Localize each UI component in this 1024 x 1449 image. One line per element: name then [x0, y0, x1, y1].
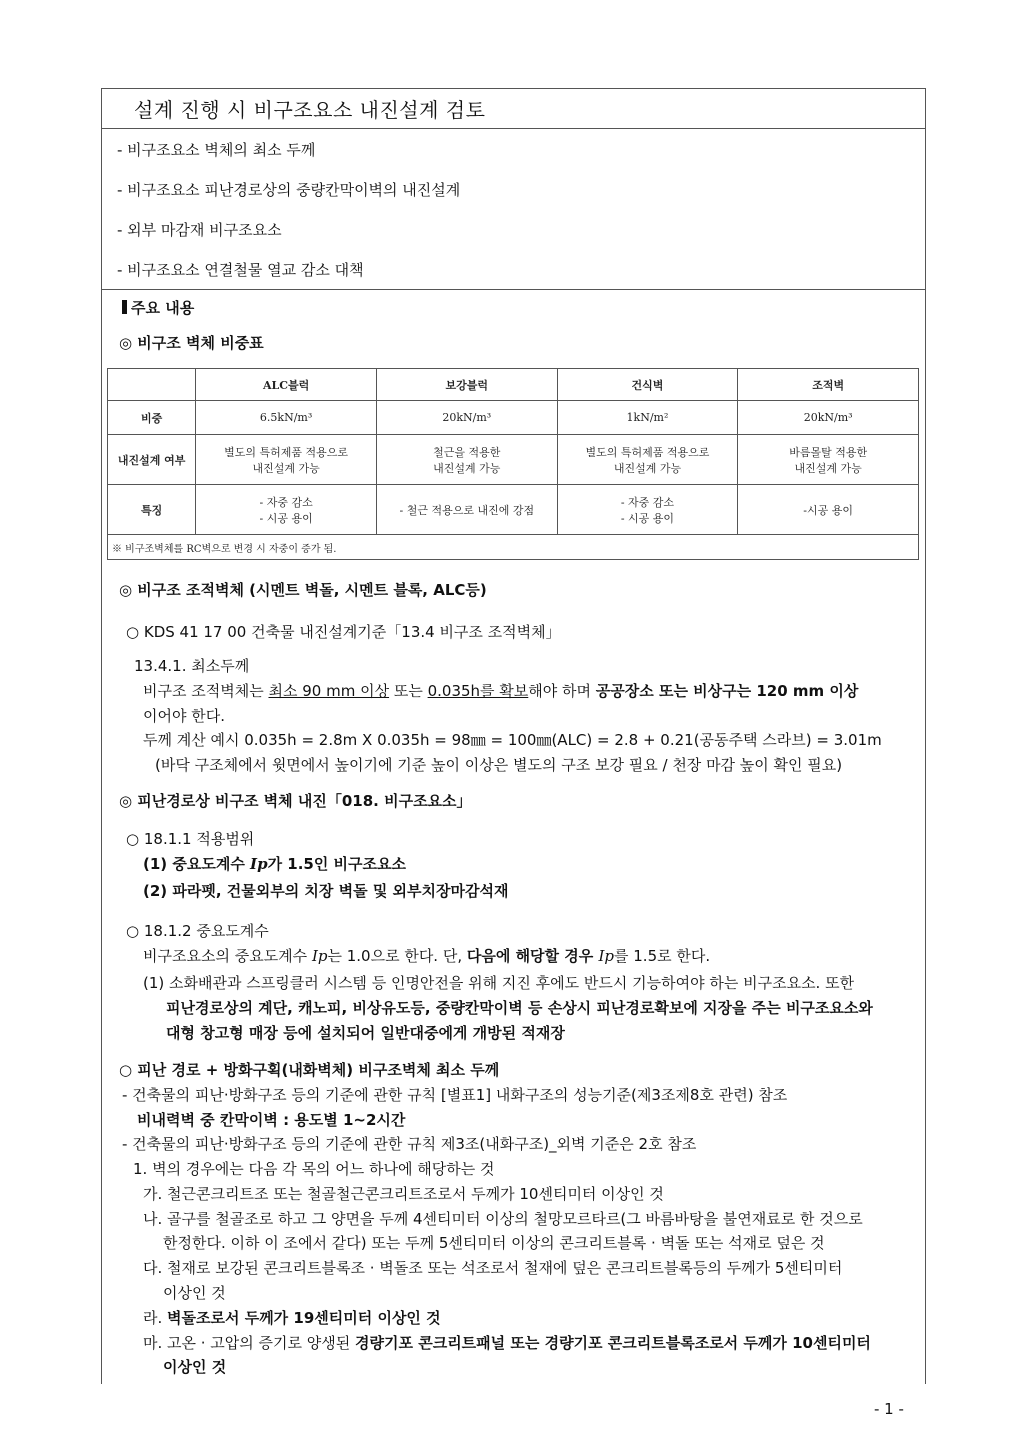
cell-line: 내진설계 가능	[613, 461, 682, 475]
section-weight-table-heading: ◎ 비구조 벽체 비중표	[119, 334, 264, 352]
clause-18-1-2: ○ 18.1.2 중요도계수	[126, 922, 269, 940]
wall-criteria-item: 가. 철근콘크리트조 또는 철골철근콘크리트조로서 두께가 10센티미터 이상인 것	[143, 1185, 664, 1203]
cell-line: 바름몰탈 적용한	[789, 445, 868, 459]
importance-item-1: (1) 소화배관과 스프링클러 시스템 등 인명안전을 위해 지진 후에도 반드시 기능하여야 하는 비구조요소. 또한	[143, 974, 855, 992]
table-header: 건식벽	[557, 369, 738, 401]
bullet-item: - 비구조요소 피난경로상의 중량칸막이벽의 내진설계	[117, 181, 461, 199]
text-run-bold: 벽돌조로서 두께가 19센티미터 이상인 것	[167, 1309, 441, 1327]
wall-weight-table	[107, 368, 919, 560]
bullet-item: - 비구조요소 연결철물 열교 감소 대책	[117, 261, 364, 279]
wall-criteria-item-cont: 한정한다. 이하 이 조에서 같다) 또는 두께 5센티미터 이상의 콘크리트블록 · 벽돌 또는 석재로 덮은 것	[163, 1234, 825, 1252]
table-row-label: 내진설계 여부	[108, 435, 196, 485]
rule-reference-1: - 건축물의 피난·방화구조 등의 기준에 관한 규칙 [별표1] 내화구조의 성능기준(제3조제8호 관련) 참조	[122, 1086, 788, 1104]
main-heading-label: 주요 내용	[131, 299, 195, 317]
text-run: 또는	[389, 682, 428, 700]
cell-line: -시공 용이	[803, 503, 853, 517]
text-run: 비구조 조적벽체는	[143, 682, 264, 700]
wall-criteria-item: 나. 골구를 철골조로 하고 그 양면을 두께 4센티미터 이상의 철망모르타르(그 바름바탕을 불연재료로 한 것으로	[143, 1210, 863, 1228]
text-run: 가 1.5인 비구조요소	[267, 855, 407, 873]
clause-18-1-1: ○ 18.1.1 적용범위	[126, 830, 255, 848]
section-evac-heading: ◎ 피난경로상 비구조 벽체 내진「018. 비구조요소」	[119, 792, 472, 810]
clause-13-4-1: 13.4.1. 최소두께	[134, 657, 250, 675]
wall-criteria-item: 다. 철재로 보강된 콘크리트블록조 · 벽돌조 또는 석조로서 철재에 덮은 콘크리트블록등의 두께가 5센티미터	[143, 1259, 843, 1277]
importance-item-1-cont: 피난경로상의 계단, 캐노피, 비상유도등, 중량칸막이벽 등 손상시 피난경로확보에 지장을 주는 비구조요소와	[166, 999, 873, 1017]
scope-item-2: (2) 파라펫, 건물외부의 치장 벽돌 및 외부치장마감석재	[143, 882, 509, 900]
text-run-underlined: 0.035h를 확보	[427, 682, 529, 700]
cell-line: - 시공 용이	[620, 511, 675, 525]
table-cell	[196, 485, 377, 535]
cell-line: 내진설계 가능	[433, 461, 501, 475]
cell-line: - 철근 적용으로 내진에 강점	[399, 503, 535, 517]
table-cell	[738, 435, 919, 485]
text-run: 는 1.0으로 한다. 단,	[327, 947, 467, 965]
table-header	[108, 369, 196, 401]
cell-line: 철근을 적용한	[433, 445, 501, 459]
text-run: 비구조요소의 중요도계수	[143, 947, 312, 965]
bullet-item: - 비구조요소 벽체의 최소 두께	[117, 141, 316, 159]
table-cell: 6.5kN/m³	[196, 401, 377, 435]
text-run-bold: 경량기포 콘크리트패널 또는 경량기포 콘크리트블록조로서 두께가 10센티미터	[355, 1334, 871, 1352]
table-cell	[557, 435, 738, 485]
text-run-bold: 다음에 해당할 경우	[466, 947, 599, 965]
text-run: 라.	[143, 1309, 168, 1327]
cell-line: 내진설계 가능	[252, 461, 320, 475]
importance-factor-rule	[143, 946, 710, 966]
table-cell	[376, 485, 557, 535]
table-cell: 1kN/m²	[557, 401, 738, 435]
table-row-label: 특징	[108, 485, 196, 535]
table-header: ALC블럭	[196, 369, 377, 401]
bullet-item: - 외부 마감재 비구조요소	[117, 221, 282, 239]
importance-factor-symbol: Ip	[598, 947, 614, 965]
page-title: 설계 진행 시 비구조요소 내진설계 검토	[134, 98, 486, 122]
importance-factor-symbol: Ip	[250, 855, 268, 873]
rule-detail-1: 비내력벽 중 칸막이벽 : 용도별 1~2시간	[137, 1111, 406, 1129]
cell-line: 별도의 특허제품 적용으로	[224, 445, 349, 459]
cell-line: - 자중 감소	[259, 495, 313, 509]
wall-criteria-item	[143, 1333, 871, 1353]
cell-line: 별도의 특허제품 적용으로	[585, 445, 710, 459]
table-cell	[376, 435, 557, 485]
text-run: 를 1.5로 한다.	[614, 947, 711, 965]
calculation-note: (바닥 구조체에서 윗면에서 높이기에 기준 높이 이상은 별도의 구조 보강 필요 / 천장 마감 높이 확인 필요)	[155, 756, 843, 774]
importance-factor-symbol: Ip	[311, 947, 328, 965]
table-cell: 20kN/m³	[376, 401, 557, 435]
cell-line: - 자중 감소	[620, 495, 675, 509]
calculation-example: 두께 계산 예시 0.035h = 2.8m X 0.035h = 98㎜ = 100㎜(ALC) = 2.8 + 0.21(공동주택 스라브) = 3.01m	[143, 731, 882, 749]
rule-reference-2: - 건축물의 피난·방화구조 등의 기준에 관한 규칙 제3조(내화구조)_외벽 기준은 2호 참조	[122, 1135, 697, 1153]
wall-criteria-item-cont: 이상인 것	[163, 1284, 226, 1302]
cell-line: 내진설계 가능	[794, 461, 862, 475]
table-cell: 20kN/m³	[738, 401, 919, 435]
table-header: 조적벽	[738, 369, 919, 401]
divider	[101, 289, 926, 290]
text-run-underlined: 최소 90 mm 이상	[268, 682, 390, 700]
text-run: 마. 고온 · 고압의 증기로 양생된	[143, 1334, 356, 1352]
table-cell	[196, 435, 377, 485]
importance-item-1-cont: 대형 창고형 매장 등에 설치되어 일반대중에게 개방된 적재장	[166, 1024, 565, 1042]
thickness-requirement	[143, 681, 858, 701]
section-fire-wall-heading: ○ 피난 경로 + 방화구획(내화벽체) 비구조벽체 최소 두께	[119, 1061, 500, 1079]
title-row	[102, 89, 925, 129]
wall-criteria: 1. 벽의 경우에는 다음 각 목의 어느 하나에 해당하는 것	[133, 1160, 495, 1178]
text-run: (1) 중요도계수	[143, 855, 251, 873]
scope-item-1	[143, 854, 406, 874]
table-row-label: 비중	[108, 401, 196, 435]
wall-criteria-item	[143, 1308, 441, 1328]
page-number: - 1 -	[874, 1400, 904, 1418]
section-masonry-heading: ◎ 비구조 조적벽체 (시멘트 벽돌, 시멘트 블록, ALC등)	[119, 581, 487, 599]
cell-line: - 시공 용이	[259, 511, 313, 525]
wall-criteria-item-cont: 이상인 것	[163, 1358, 227, 1376]
table-note: ※ 비구조벽체를 RC벽으로 변경 시 자중이 증가 됨.	[108, 535, 919, 560]
table-cell	[557, 485, 738, 535]
text-run-bold: 공공장소 또는 비상구는 120 mm 이상	[595, 682, 859, 700]
table-cell	[738, 485, 919, 535]
text-run: 해야 하며	[528, 682, 596, 700]
thickness-requirement-cont: 이어야 한다.	[143, 707, 225, 725]
kds-reference: ○ KDS 41 17 00 건축물 내진설계기준「13.4 비구조 조적벽체」	[126, 623, 561, 641]
table-header: 보강블럭	[376, 369, 557, 401]
main-heading	[122, 298, 194, 318]
heading-bar-marker	[122, 300, 127, 314]
